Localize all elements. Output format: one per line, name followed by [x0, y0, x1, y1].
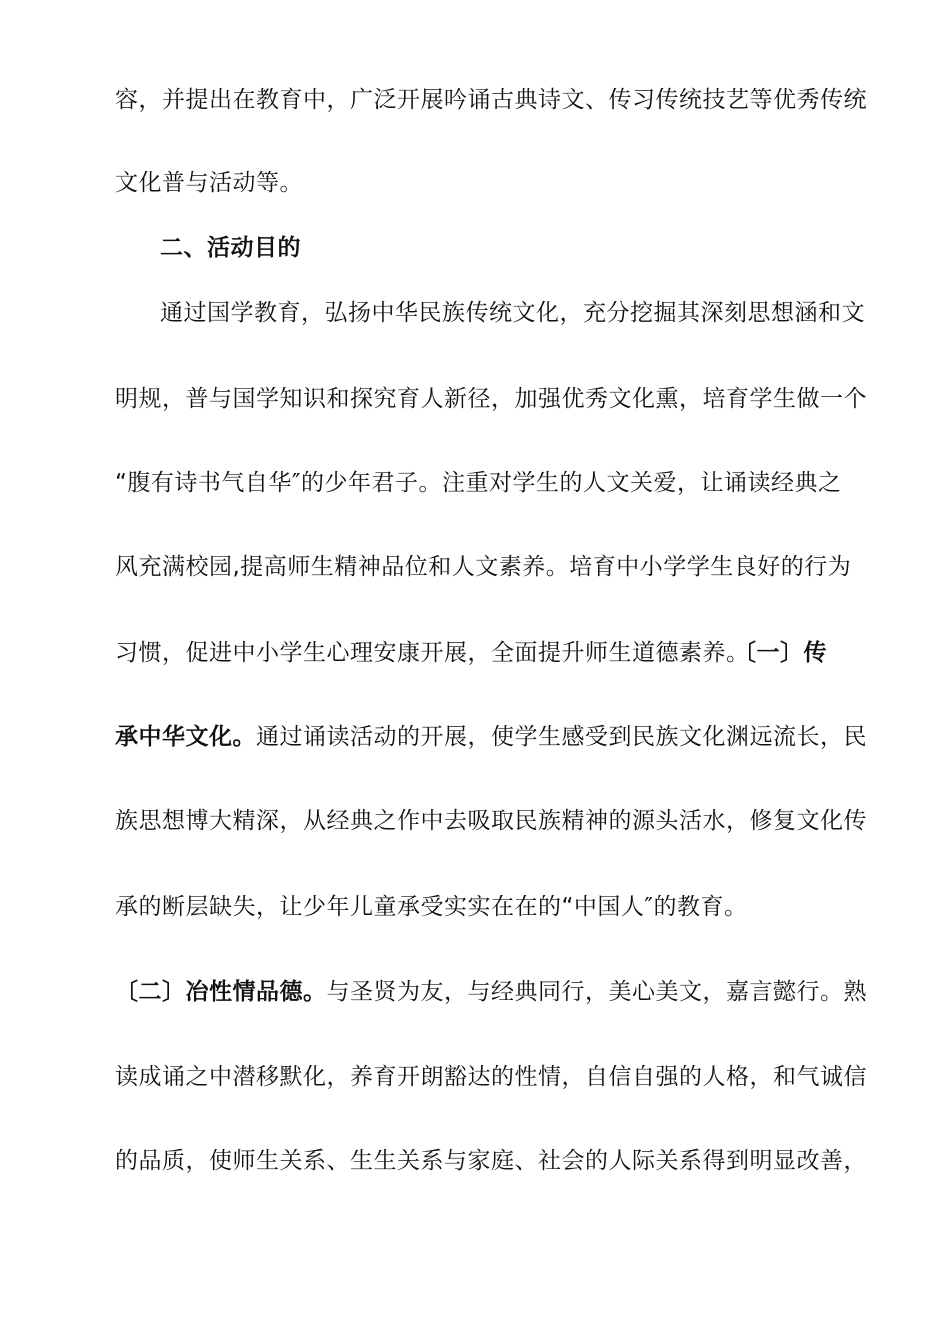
paragraph-line-13: 读成诵之中潜移默化，养育开朗豁达的性情，自信自强的人格，和气诚信 [115, 1064, 867, 1090]
paragraph-line-9 [115, 722, 867, 752]
paragraph-line-8 [115, 638, 827, 668]
subheading-one-end: 承中华文化。 [115, 724, 256, 750]
paragraph-line-6: “腹有诗书气自华″的少年君子。注重对学生的人文关爱，让诵读经典之 [115, 470, 842, 496]
line-12-text: 与圣贤为友，与经典同行，美心美文，嘉言懿行。熟 [326, 979, 867, 1005]
paragraph-line-1: 容，并提出在教育中，广泛开展吟诵古典诗文、传习传统技艺等优秀传统 [115, 87, 867, 113]
paragraph-line-7: 风充满校园,提高师生精神品位和人文素养。培育中小学学生良好的行为 [115, 554, 852, 580]
section-heading-activity-purpose: 二、活动目的 [160, 235, 301, 261]
paragraph-line-12 [115, 977, 867, 1007]
paragraph-line-10: 族思想博大精深，从经典之作中去吸取民族精神的源头活水，修复文化传 [115, 808, 867, 834]
paragraph-line-11: 承的断层缺失，让少年儿童承受实实在在的“中国人″的教育。 [115, 894, 748, 920]
line-9-text: 通过诵读活动的开展，使学生感受到民族文化渊远流长，民 [256, 724, 867, 750]
paragraph-line-14: 的品质，使师生关系、生生关系与家庭、社会的人际关系得到明显改善， [115, 1148, 867, 1174]
paragraph-line-2: 文化普与活动等。 [115, 170, 303, 196]
subheading-two: 〔二〕冶性情品德。 [115, 979, 327, 1005]
paragraph-line-4: 通过国学教育，弘扬中华民族传统文化，充分挖掘其深刻思想涵和文 [160, 300, 865, 326]
line-8-text: 习惯，促进中小学生心理安康开展，全面提升师生道德素养。 [115, 640, 750, 666]
subheading-one-start: 〔一〕传 [733, 640, 827, 666]
paragraph-line-5: 明规，普与国学知识和探究育人新径，加强优秀文化熏，培育学生做一个 [115, 386, 867, 412]
